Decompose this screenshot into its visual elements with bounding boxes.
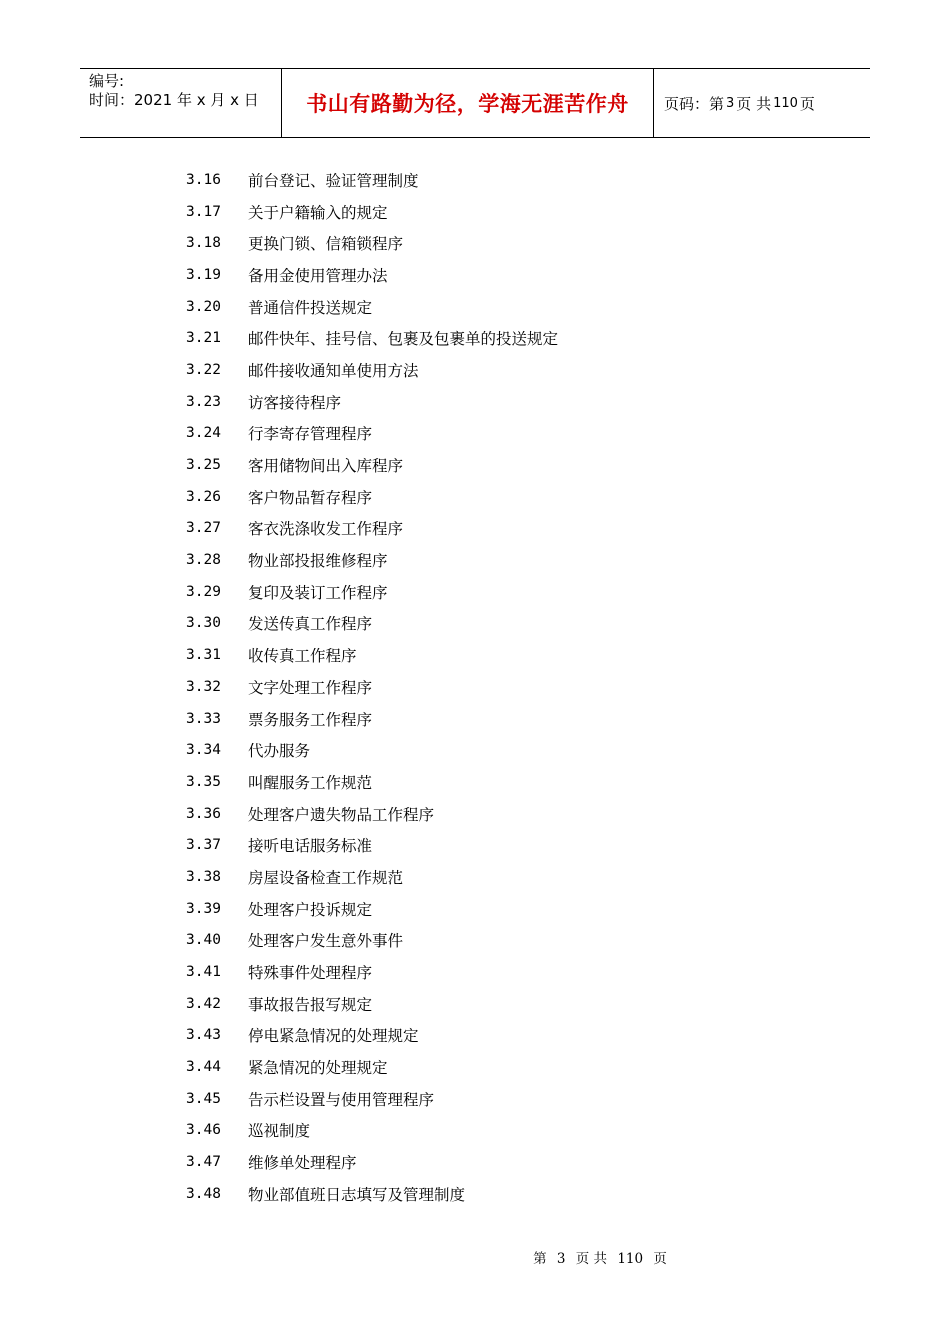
toc-item-title: 事故报告报写规定 [248, 995, 373, 1014]
toc-item-title: 客衣洗涤收发工作程序 [248, 520, 404, 539]
toc-item [186, 354, 558, 386]
toc-item-title: 行李寄存管理程序 [248, 425, 373, 444]
toc-item [186, 386, 558, 418]
toc-item [186, 227, 558, 259]
toc-item-title: 叫醒服务工作规范 [248, 773, 373, 792]
toc-item [186, 544, 558, 576]
toc-item [186, 291, 558, 323]
toc-item [186, 418, 558, 450]
toc-item-number: 3.40 [186, 932, 221, 949]
toc-item [186, 798, 558, 830]
toc-item-title: 邮件接收通知单使用方法 [248, 361, 419, 380]
toc-item [186, 322, 558, 354]
toc-item [186, 766, 558, 798]
toc-item [186, 1083, 558, 1115]
toc-item [186, 639, 558, 671]
toc-item [186, 893, 558, 925]
toc-item-number: 3.43 [186, 1027, 221, 1044]
toc-item-number: 3.32 [186, 678, 221, 695]
page-total: 110 [773, 95, 798, 111]
header-page-info [654, 69, 870, 137]
toc-item-number: 3.35 [186, 773, 221, 790]
toc-item-number: 3.29 [186, 583, 221, 600]
toc-item-title: 维修单处理程序 [248, 1154, 357, 1173]
page-current: 3 [726, 95, 735, 111]
footer-total: 110 [617, 1251, 644, 1267]
toc-item [186, 956, 558, 988]
toc-item [186, 861, 558, 893]
toc-item-title: 复印及装订工作程序 [248, 583, 388, 602]
toc-item-number: 3.48 [186, 1185, 221, 1202]
toc-item-title: 停电紧急情况的处理规定 [248, 1027, 419, 1046]
page-mid: 页 共 [736, 94, 772, 113]
toc-item-number: 3.28 [186, 552, 221, 569]
toc-item-title: 处理客户遗失物品工作程序 [248, 805, 435, 824]
toc-item [186, 481, 558, 513]
header-meta [80, 69, 281, 137]
toc-item [186, 1178, 558, 1210]
toc-item [186, 1051, 558, 1083]
number-label: 编号: [89, 72, 125, 90]
toc-item-title: 特殊事件处理程序 [248, 964, 373, 983]
toc-item-title: 票务服务工作程序 [248, 710, 373, 729]
toc-item-number: 3.39 [186, 900, 221, 917]
footer-mid: 页 共 [575, 1251, 608, 1267]
toc-item [186, 1020, 558, 1052]
toc-item-title: 物业部投报维修程序 [248, 552, 388, 571]
toc-item-title: 告示栏设置与使用管理程序 [248, 1090, 435, 1109]
toc-item-number: 3.23 [186, 393, 221, 410]
page-suffix: 页 [799, 94, 815, 113]
toc-item-title: 客用储物间出入库程序 [248, 457, 404, 476]
toc-item-title: 普通信件投送规定 [248, 298, 373, 317]
toc-item-number: 3.42 [186, 995, 221, 1012]
page-header [80, 68, 870, 138]
toc-item-number: 3.19 [186, 266, 221, 283]
toc-item-title: 更换门锁、信箱锁程序 [248, 235, 404, 254]
toc-item [186, 703, 558, 735]
toc-item [186, 513, 558, 545]
toc-item [186, 576, 558, 608]
toc-item-number: 3.22 [186, 361, 221, 378]
toc-item-number: 3.25 [186, 457, 221, 474]
toc-item-number: 3.45 [186, 1090, 221, 1107]
toc-item-title: 访客接待程序 [248, 393, 342, 412]
toc-item-title: 房屋设备检查工作规范 [248, 868, 404, 887]
footer-current: 3 [556, 1251, 566, 1267]
toc-item-title: 处理客户发生意外事件 [248, 932, 404, 951]
toc-item-number: 3.16 [186, 171, 221, 188]
toc-item-number: 3.46 [186, 1122, 221, 1139]
toc-item [186, 1115, 558, 1147]
toc-item-title: 紧急情况的处理规定 [248, 1059, 388, 1078]
toc-item [186, 196, 558, 228]
toc-item-number: 3.27 [186, 520, 221, 537]
toc-item-number: 3.17 [186, 203, 221, 220]
toc-item [186, 449, 558, 481]
toc-item-number: 3.44 [186, 1059, 221, 1076]
footer-prefix: 第 [533, 1251, 547, 1267]
toc-item-title: 发送传真工作程序 [248, 615, 373, 634]
toc-item-title: 备用金使用管理办法 [248, 266, 388, 285]
table-of-contents [186, 164, 558, 1210]
toc-item-number: 3.21 [186, 330, 221, 347]
toc-item-number: 3.26 [186, 488, 221, 505]
toc-item-title: 前台登记、验证管理制度 [248, 171, 419, 190]
toc-item-title: 邮件快年、挂号信、包裹及包裹单的投送规定 [248, 330, 559, 349]
footer-suffix: 页 [653, 1251, 667, 1267]
toc-item-title: 客户物品暂存程序 [248, 488, 373, 507]
time-label: 时间：2021 年 x 月 x 日 [89, 91, 259, 109]
toc-item-title: 物业部值班日志填写及管理制度 [248, 1185, 466, 1204]
page-prefix: 页码：第 [664, 94, 725, 113]
toc-item-number: 3.38 [186, 868, 221, 885]
toc-item [186, 925, 558, 957]
toc-item [186, 829, 558, 861]
toc-item-title: 收传真工作程序 [248, 647, 357, 666]
toc-item [186, 734, 558, 766]
header-motto: 书山有路勤为径，学海无涯苦作舟 [281, 69, 654, 137]
toc-item-number: 3.41 [186, 964, 221, 981]
toc-item-number: 3.37 [186, 837, 221, 854]
toc-item-number: 3.30 [186, 615, 221, 632]
toc-item [186, 608, 558, 640]
toc-item-title: 巡视制度 [248, 1122, 311, 1141]
toc-item-number: 3.24 [186, 425, 221, 442]
toc-item [186, 259, 558, 291]
toc-item-title: 接听电话服务标准 [248, 837, 373, 856]
toc-item [186, 1146, 558, 1178]
toc-item-number: 3.18 [186, 235, 221, 252]
toc-item-number: 3.34 [186, 742, 221, 759]
toc-item-number: 3.31 [186, 647, 221, 664]
toc-item [186, 671, 558, 703]
page-footer [0, 1247, 950, 1267]
toc-item [186, 988, 558, 1020]
toc-item-number: 3.47 [186, 1154, 221, 1171]
toc-item-number: 3.36 [186, 805, 221, 822]
toc-item-title: 代办服务 [248, 742, 311, 761]
toc-item-number: 3.20 [186, 298, 221, 315]
toc-item [186, 164, 558, 196]
toc-item-title: 关于户籍输入的规定 [248, 203, 388, 222]
toc-item-title: 文字处理工作程序 [248, 678, 373, 697]
toc-item-title: 处理客户投诉规定 [248, 900, 373, 919]
toc-item-number: 3.33 [186, 710, 221, 727]
